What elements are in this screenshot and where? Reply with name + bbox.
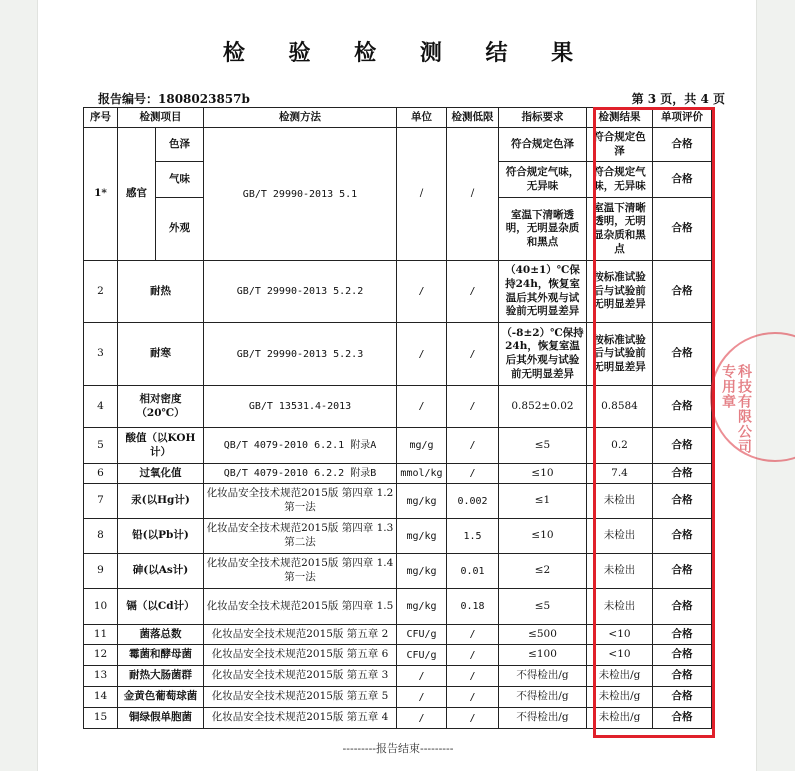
table-row xyxy=(84,261,712,323)
row-requirement: 不得检出/g xyxy=(499,687,587,708)
row-evaluation: 合格 xyxy=(653,323,712,386)
row-method: QB/T 4079-2010 6.2.1 附录A xyxy=(204,428,397,464)
row-limit: / xyxy=(447,428,499,464)
row-evaluation: 合格 xyxy=(653,589,712,625)
table-row xyxy=(84,666,712,687)
row-result: 未检出 xyxy=(587,554,653,589)
row-method: GB/T 29990-2013 5.1 xyxy=(204,128,397,261)
row-evaluation: 合格 xyxy=(653,708,712,729)
row-subitem: 气味 xyxy=(156,162,204,198)
row-requirement: 不得检出/g xyxy=(499,666,587,687)
row-limit: 1.5 xyxy=(447,519,499,554)
row-no: 15 xyxy=(84,708,118,729)
row-evaluation: 合格 xyxy=(653,162,712,198)
row-result: <10 xyxy=(587,625,653,645)
row-subitem: 色泽 xyxy=(156,128,204,162)
row-item: 耐热大肠菌群 xyxy=(118,666,204,687)
row-unit: / xyxy=(397,687,447,708)
row-evaluation: 合格 xyxy=(653,128,712,162)
row-method: 化妆品安全技术规范2015版 第五章 2 xyxy=(204,625,397,645)
row-item: 过氧化值 xyxy=(118,464,204,484)
row-no: 5 xyxy=(84,428,118,464)
row-limit: / xyxy=(447,464,499,484)
row-requirement: （-8±2）℃保持24h，恢复室温后其外观与试验前无明显差异 xyxy=(499,323,587,386)
row-limit: / xyxy=(447,625,499,645)
row-limit: 0.18 xyxy=(447,589,499,625)
row-item: 酸值（以KOH计） xyxy=(118,428,204,464)
row-no: 1* xyxy=(84,128,118,261)
row-no: 6 xyxy=(84,464,118,484)
row-unit: / xyxy=(397,261,447,323)
row-limit: / xyxy=(447,128,499,261)
row-result: 未检出/g xyxy=(587,708,653,729)
header-method: 检测方法 xyxy=(204,108,397,128)
seal-text: 科技有限公司专用章 xyxy=(720,364,752,454)
row-result: 未检出/g xyxy=(587,666,653,687)
row-result: 未检出/g xyxy=(587,687,653,708)
table-row xyxy=(84,589,712,625)
row-evaluation: 合格 xyxy=(653,554,712,589)
row-unit: mmol/kg xyxy=(397,464,447,484)
row-requirement: 0.852±0.02 xyxy=(499,386,587,428)
row-requirement: 室温下清晰透明，无明显杂质和黑点 xyxy=(499,198,587,261)
row-item: 耐寒 xyxy=(118,323,204,386)
row-result: 0.2 xyxy=(587,428,653,464)
table-row xyxy=(84,323,712,386)
row-result: 按标准试验后与试验前无明显差异 xyxy=(587,261,653,323)
table-row xyxy=(84,645,712,666)
row-requirement: ≤2 xyxy=(499,554,587,589)
header-item: 检测项目 xyxy=(118,108,204,128)
report-page xyxy=(37,0,757,771)
row-no: 7 xyxy=(84,484,118,519)
row-requirement: ≤5 xyxy=(499,589,587,625)
row-limit: 0.01 xyxy=(447,554,499,589)
row-subitem: 外观 xyxy=(156,198,204,261)
row-result: 0.8584 xyxy=(587,386,653,428)
row-item: 霉菌和酵母菌 xyxy=(118,645,204,666)
row-item: 汞(以Hg计) xyxy=(118,484,204,519)
row-no: 13 xyxy=(84,666,118,687)
table-row xyxy=(84,128,712,162)
row-no: 2 xyxy=(84,261,118,323)
header-requirement: 指标要求 xyxy=(499,108,587,128)
row-requirement: 符合规定气味，无异味 xyxy=(499,162,587,198)
row-requirement: 不得检出/g xyxy=(499,708,587,729)
row-no: 8 xyxy=(84,519,118,554)
row-method: 化妆品安全技术规范2015版 第四章 1.2 第一法 xyxy=(204,484,397,519)
row-result: 室温下清晰透明，无明显杂质和黑点 xyxy=(587,198,653,261)
row-item: 菌落总数 xyxy=(118,625,204,645)
row-method: GB/T 13531.4-2013 xyxy=(204,386,397,428)
row-requirement: ≤500 xyxy=(499,625,587,645)
row-result: 未检出 xyxy=(587,519,653,554)
row-item-group: 感官 xyxy=(118,128,156,261)
row-item: 耐热 xyxy=(118,261,204,323)
row-item: 铅(以Pb计) xyxy=(118,519,204,554)
row-requirement: 符合规定色泽 xyxy=(499,128,587,162)
row-unit: mg/g xyxy=(397,428,447,464)
row-limit: / xyxy=(447,708,499,729)
header-result: 检测结果 xyxy=(587,108,653,128)
page-info: 第 3 页，共 4 页 xyxy=(631,92,725,106)
row-unit: / xyxy=(397,666,447,687)
row-limit: / xyxy=(447,386,499,428)
row-requirement: （40±1）℃保持24h，恢复室温后其外观与试验前无明显差异 xyxy=(499,261,587,323)
row-method: GB/T 29990-2013 5.2.2 xyxy=(204,261,397,323)
results-table xyxy=(83,107,712,729)
row-evaluation: 合格 xyxy=(653,386,712,428)
row-item: 金黄色葡萄球菌 xyxy=(118,687,204,708)
row-evaluation: 合格 xyxy=(653,687,712,708)
row-unit: CFU/g xyxy=(397,625,447,645)
row-result: 7.4 xyxy=(587,464,653,484)
row-result: <10 xyxy=(587,645,653,666)
row-unit: CFU/g xyxy=(397,645,447,666)
row-unit: / xyxy=(397,128,447,261)
table-row xyxy=(84,519,712,554)
row-unit: mg/kg xyxy=(397,519,447,554)
row-item: 镉（以Cd计） xyxy=(118,589,204,625)
row-unit: mg/kg xyxy=(397,484,447,519)
row-evaluation: 合格 xyxy=(653,625,712,645)
row-unit: / xyxy=(397,386,447,428)
table-row xyxy=(84,428,712,464)
row-method: 化妆品安全技术规范2015版 第四章 1.4 第一法 xyxy=(204,554,397,589)
official-seal xyxy=(710,332,795,462)
table-row xyxy=(84,464,712,484)
row-limit: / xyxy=(447,666,499,687)
row-evaluation: 合格 xyxy=(653,484,712,519)
row-limit: / xyxy=(447,687,499,708)
row-unit: mg/kg xyxy=(397,554,447,589)
row-method: 化妆品安全技术规范2015版 第五章 3 xyxy=(204,666,397,687)
row-evaluation: 合格 xyxy=(653,261,712,323)
row-requirement: ≤1 xyxy=(499,484,587,519)
row-limit: / xyxy=(447,645,499,666)
row-unit: / xyxy=(397,708,447,729)
row-item: 铜绿假单胞菌 xyxy=(118,708,204,729)
row-method: QB/T 4079-2010 6.2.2 附录B xyxy=(204,464,397,484)
row-result: 符合规定色泽 xyxy=(587,128,653,162)
row-method: 化妆品安全技术规范2015版 第四章 1.3 第二法 xyxy=(204,519,397,554)
row-result: 未检出 xyxy=(587,589,653,625)
table-row xyxy=(84,708,712,729)
row-no: 4 xyxy=(84,386,118,428)
table-row xyxy=(84,625,712,645)
row-no: 14 xyxy=(84,687,118,708)
row-method: 化妆品安全技术规范2015版 第四章 1.5 xyxy=(204,589,397,625)
row-evaluation: 合格 xyxy=(653,198,712,261)
row-evaluation: 合格 xyxy=(653,645,712,666)
row-method: 化妆品安全技术规范2015版 第五章 4 xyxy=(204,708,397,729)
row-evaluation: 合格 xyxy=(653,519,712,554)
row-result: 未检出 xyxy=(587,484,653,519)
row-no: 12 xyxy=(84,645,118,666)
row-result: 符合规定气味，无异味 xyxy=(587,162,653,198)
row-method: GB/T 29990-2013 5.2.3 xyxy=(204,323,397,386)
row-unit: / xyxy=(397,323,447,386)
row-no: 3 xyxy=(84,323,118,386)
report-number: 报告编号：1808023857b xyxy=(98,92,250,106)
row-no: 11 xyxy=(84,625,118,645)
row-result: 按标准试验后与试验前无明显差异 xyxy=(587,323,653,386)
row-limit: 0.002 xyxy=(447,484,499,519)
row-requirement: ≤10 xyxy=(499,464,587,484)
row-method: 化妆品安全技术规范2015版 第五章 6 xyxy=(204,645,397,666)
table-row xyxy=(84,386,712,428)
row-no: 10 xyxy=(84,589,118,625)
header-limit: 检测低限 xyxy=(447,108,499,128)
header-no: 序号 xyxy=(84,108,118,128)
row-requirement: ≤10 xyxy=(499,519,587,554)
row-item: 砷(以As计) xyxy=(118,554,204,589)
row-no: 9 xyxy=(84,554,118,589)
table-header-row xyxy=(84,108,712,128)
row-unit: mg/kg xyxy=(397,589,447,625)
row-requirement: ≤5 xyxy=(499,428,587,464)
row-evaluation: 合格 xyxy=(653,428,712,464)
report-title: 检 验 检 测 结 果 xyxy=(222,40,592,66)
table-row xyxy=(84,554,712,589)
row-requirement: ≤100 xyxy=(499,645,587,666)
row-evaluation: 合格 xyxy=(653,666,712,687)
header-evaluation: 单项评价 xyxy=(653,108,712,128)
row-item: 相对密度（20℃） xyxy=(118,386,204,428)
report-end-marker: ---------报告结束--------- xyxy=(342,742,454,755)
table-row xyxy=(84,484,712,519)
row-limit: / xyxy=(447,261,499,323)
header-unit: 单位 xyxy=(397,108,447,128)
row-evaluation: 合格 xyxy=(653,464,712,484)
row-method: 化妆品安全技术规范2015版 第五章 5 xyxy=(204,687,397,708)
table-row xyxy=(84,687,712,708)
row-limit: / xyxy=(447,323,499,386)
